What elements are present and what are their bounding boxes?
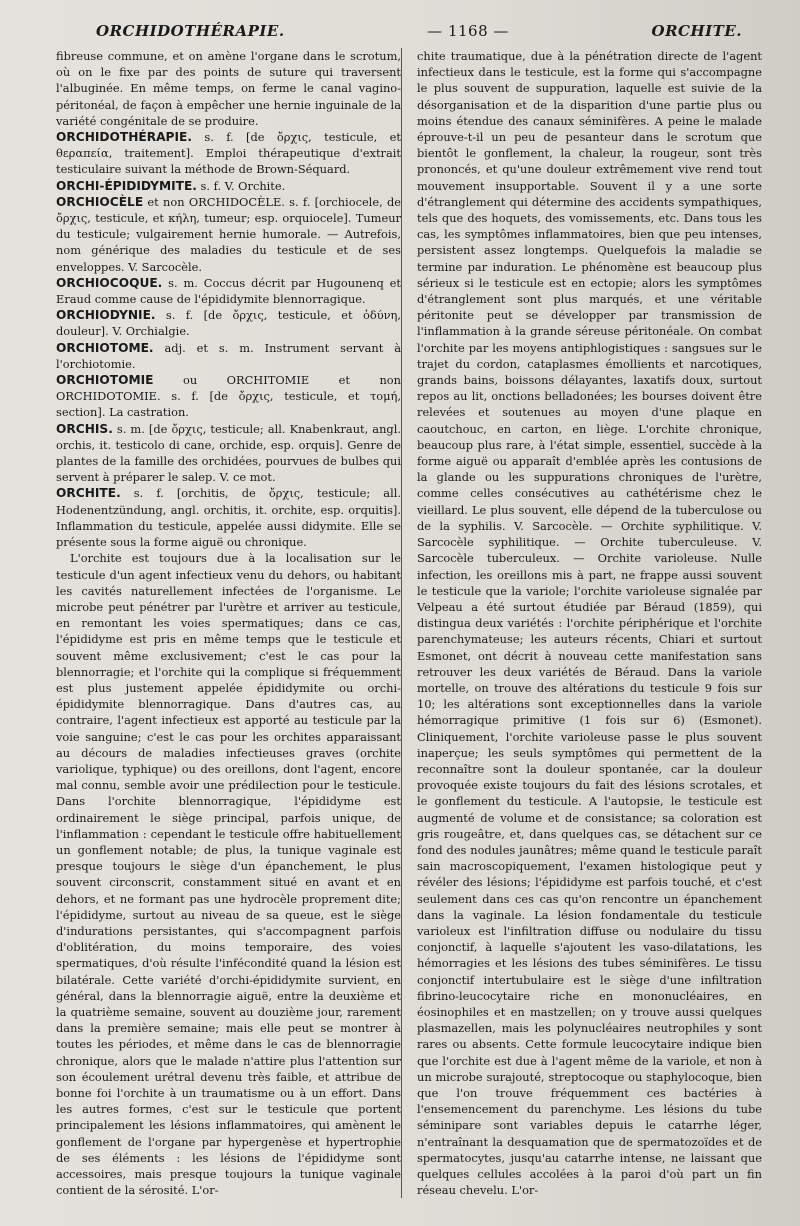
dictionary-entry <box>56 340 401 372</box>
header-right-title: ORCHITE. <box>651 22 742 40</box>
entry-text: et non ORCHIDOCÈLE. s. f. [orchiocele, de ὄρχις, testicule, et κήλη, tumeur; esp. orquiocele]. Tumeur du testicule; vulgairement hernie humorale. — Autrefois, nom générique des maladies du testicule et de ses enveloppes. V. Sarcocèle. <box>56 194 401 274</box>
entry-headword: ORCHIOTOME. <box>56 340 154 355</box>
entry-text: fibreuse commune, et on amène l'organe dans le scrotum, où on le fixe par des points de suture qui traversent l'albuginée. En même temps, on ferme le canal vagino-péritonéal, de façon à empêcher une hernie inguinale de la variété congénitale de se produire. <box>56 49 401 128</box>
header-left-title: ORCHIDOTHÉRAPIE. <box>96 22 285 40</box>
dictionary-entry <box>56 550 401 1198</box>
entry-text: s. m. Coccus décrit par Hugounenq et Eraud comme cause de l'épididymite blennorragique. <box>56 275 401 307</box>
dictionary-entry <box>56 485 401 550</box>
dictionary-entry <box>56 194 401 275</box>
entry-headword: ORCHIOCÈLE <box>56 194 144 209</box>
entry-headword: ORCHIDOTHÉRAPIE. <box>56 130 192 145</box>
dictionary-entry <box>417 48 762 1198</box>
dictionary-entry <box>56 421 401 486</box>
entry-text: adj. et s. m. Instrument servant à l'orchiotomie. <box>56 340 401 371</box>
entry-text: s. f. [orchitis, de ὄρχις, testicule; all. Hodenentzündung, angl. orchitis, it. orchite, esp. orquitis]. Inflammation du testicule, appelée aussi didymite. Elle se présente sous la forme aiguë ou chronique. <box>56 486 401 550</box>
entry-text: s. f. [de ὄρχις, testicule, et θεραπεία, traitement]. Emploi thérapeutique d'extrait testiculaire suivant la méthode de Brown-Séquard. <box>56 130 401 177</box>
entry-headword: ORCHIOTOMIE <box>56 373 154 388</box>
right-column <box>417 48 762 1198</box>
entry-headword: ORCHIODYNIE. <box>56 308 156 323</box>
entry-headword: ORCHIS. <box>56 421 113 436</box>
entry-headword: ORCHITE. <box>56 486 121 501</box>
dictionary-entry <box>56 178 401 194</box>
page-number: — 1168 — <box>427 22 509 40</box>
dictionary-entry <box>56 372 401 421</box>
entry-text: s. f. [de ὄρχις, testicule, et ὀδύνη, douleur]. V. Orchialgie. <box>56 308 401 339</box>
entry-text: s. f. V. Orchite. <box>196 178 286 193</box>
entry-text: L'orchite est toujours due à la localisation sur le testicule d'un agent infectieux venu du dehors, ou habitant les cavités naturellement infectées de l'organisme. Le microbe peut pénétrer par l'urètre et arriver au testicule, en remontant les voies spermatiques; dans ce cas, l'épididyme est pris en même temps que le testicule et souvent même exclusivement; c'est le cas pour la blennorragie; et l'orchite qui la complique si fréquemment est plus justement appelée épididymite ou orchi-épididymite blennorragique. Dans d'autres cas, au contraire, l'agent infectieux est apporté au testicule par la voie sanguine; c'est le cas pour les orchites apparaissant au décours de maladies infectieuses graves (orchite variolique, typhique) ou des oreillons, dont l'agent, encore mal connu, semble avoir une prédilection pour le testicule. Dans l'orchite blennorragique, l'épididyme est ordinairement le siège principal, parfois unique, de l'inflammation : cependant le testicule offre habituellement un gonflement notable; de plus, la tunique vaginale est presque toujours le siège d'un épanchement, le plus souvent circonscrit, constamment situé en avant et en dehors, et ne formant pas une hydrocèle proprement dite; l'épididyme, surtout au niveau de sa queue, est le siège d'indurations persistantes, qui s'accompagnent parfois d'oblitération, du moins temporaire, des voies spermatiques, d'où résulte l'infécondité quand la lésion est bilatérale. Cette variété d'orchi-épididymite survient, en général, dans la blennorragie aiguë, entre la deuxième et la quatrième semaine, souvent au douzième jour, rarement dans la première semaine; mais elle peut se montrer à toutes les périodes, et même dans le cas de blennorragie chronique, alors que le malade n'attire plus l'attention sur son écoulement urétral devenu très faible, et attribue de bonne foi l'orchite à un traumatisme ou à un effort. Dans les autres formes, c'est sur le testicule que portent principalement les lésions inflammatoires, qui amènent le gonflement de l'organe par hypergenèse et hypertrophie de ses éléments : les lésions de l'épididyme sont accessoires, mais presque toujours la tunique vaginale contient de la sérosité. L'or- <box>56 551 401 1198</box>
dictionary-entry <box>56 48 401 129</box>
entry-text: ou ORCHITOMIE et non ORCHIDOTOMIE. s. f. [de ὄρχις, testicule, et τομή, section]. La castration. <box>56 373 401 420</box>
left-column <box>56 48 401 1198</box>
entry-headword: ORCHIOCOQUE. <box>56 275 163 290</box>
dictionary-entry <box>56 129 401 178</box>
dictionary-entry <box>56 307 401 339</box>
running-header <box>56 22 762 48</box>
dictionary-entry <box>56 275 401 307</box>
entry-text: chite traumatique, due à la pénétration directe de l'agent infectieux dans le testicule, est la forme qui s'accompagne le plus souvent de suppuration, laquelle est suivie de la désorganisation et de la disparition d'une partie plus ou moins étendue des canaux séminifères. A peine le malade éprouve-t-il un peu de pesanteur dans le scrotum que bientôt le gonflement, la chaleur, la rougeur, sont très prononcés, et qu'une douleur extrêmement vive rend tout mouvement insupportable. Souvent il y a une sorte d'étranglement qui détermine des accidents sympathiques, tels que des hoquets, des vomissements, etc. Dans tous les cas, les symptômes inflammatoires, bien que peu intenses, persistent assez longtemps. Quelquefois la maladie se termine par induration. Le phénomène est beaucoup plus sérieux si le testicule est en ectopie; alors les symptômes d'étranglement sont plus marqués, et une véritable péritonite peut se développer par transmission de l'inflammation à la grande séreuse péritonéale. On combat l'orchite par les moyens antiphlogistiques : sangsues sur le trajet du cordon, cataplasmes émollients et narcotiques, grands bains, boissons délayantes, laxatifs doux, surtout repos au lit, onctions belladonées; les bourses doivent être relevées et soutenues au moyen d'une plaque en caoutchouc, en carton, en liège. L'orchite chronique, beaucoup plus rare, à l'état simple, essentiel, succède à la forme aiguë ou apparaît d'emblée après les contusions de la glande ou les suppurations chroniques de l'urètre, comme celles consécutives au cathétérisme chez le vieillard. Le plus souvent, elle dépend de la tuberculose ou de la syphilis. V. Sarcocèle. — Orchite syphilitique. V. Sarcocèle syphilitique. — Orchite tuberculeuse. V. Sarcocèle tuberculeux. — Orchite varioleuse. Nulle infection, les oreillons mis à part, ne frappe aussi souvent le testicule que la variole; l'orchite varioleuse signalée par Velpeau a été surtout étudiée par Béraud (1859), qui distingua deux variétés : l'orchite périphérique et l'orchite parenchymateuse; les auteurs récents, Chiari et surtout Esmonet, ont décrit à nouveau cette manifestation sans retrouver les deux variétés de Béraud. Dans la variole mortelle, on trouve des altérations du testicule 9 fois sur 10; les altérations sont exceptionnelles dans la variole hémorragique primitive (1 fois sur 6) (Esmonet). Cliniquement, l'orchite varioleuse passe le plus souvent inaperçue; les seuls symptômes qui permettent de la reconnaître sont la douleur spontanée, car la douleur provoquée existe toujours du fait des lésions scrotales, et le gonflement du testicule. A l'autopsie, le testicule est augmenté de volume et de consistance; sa coloration est gris rougeâtre, et, dans quelques cas, se détachent sur ce fond des nodules jaunâtres; même quand le testicule paraît sain macroscopiquement, l'examen histologique peut y révéler des lésions; l'épididyme est parfois touché, et c'est seulement dans ces cas qu'on rencontre un épanchement dans la vaginale. La lésion fondamentale du testicule varioleux est l'infiltration diffuse ou nodulaire du tissu conjonctif, à laquelle s'ajoutent les vaso-dilatations, les hémorragies et les lésions des tubes séminifères. Le tissu conjonctif intertubulaire est le siège d'une infiltration fibrino-leucocytaire riche en mononucléaires, en éosinophiles et en mastzellen; on y trouve aussi quelques plasmazellen, mais les polynucléaires neutrophiles y sont rares ou absents. Cette formule leucocytaire indique bien que l'orchite est due à l'agent même de la variole, et non à un microbe surajouté, streptocoque ou staphylocoque, bien que l'on trouve fréquemment ces bactéries à l'ensemencement du parenchyme. Les lésions du tube séminipare sont variables depuis le catarrhe léger, n'entraînant la desquamation que de spermatozoïdes et de spermatocytes, jusqu'au catarrhe intense, ne laissant que quelques cellules accolées à la paroi d'où part un fin réseau chevelu. L'or- <box>417 49 762 1198</box>
text-columns <box>56 48 762 1198</box>
entry-headword: ORCHI-ÉPIDIDYMITE. <box>56 178 197 193</box>
entry-text: s. m. [de ὄρχις, testicule; all. Knabenkraut, angl. orchis, it. testicolo di cane, orchide, esp. orquis]. Genre de plantes de la famille des orchidées, pourvues de bulbes qui servent à préparer le salep. V. ce mot. <box>56 421 401 485</box>
